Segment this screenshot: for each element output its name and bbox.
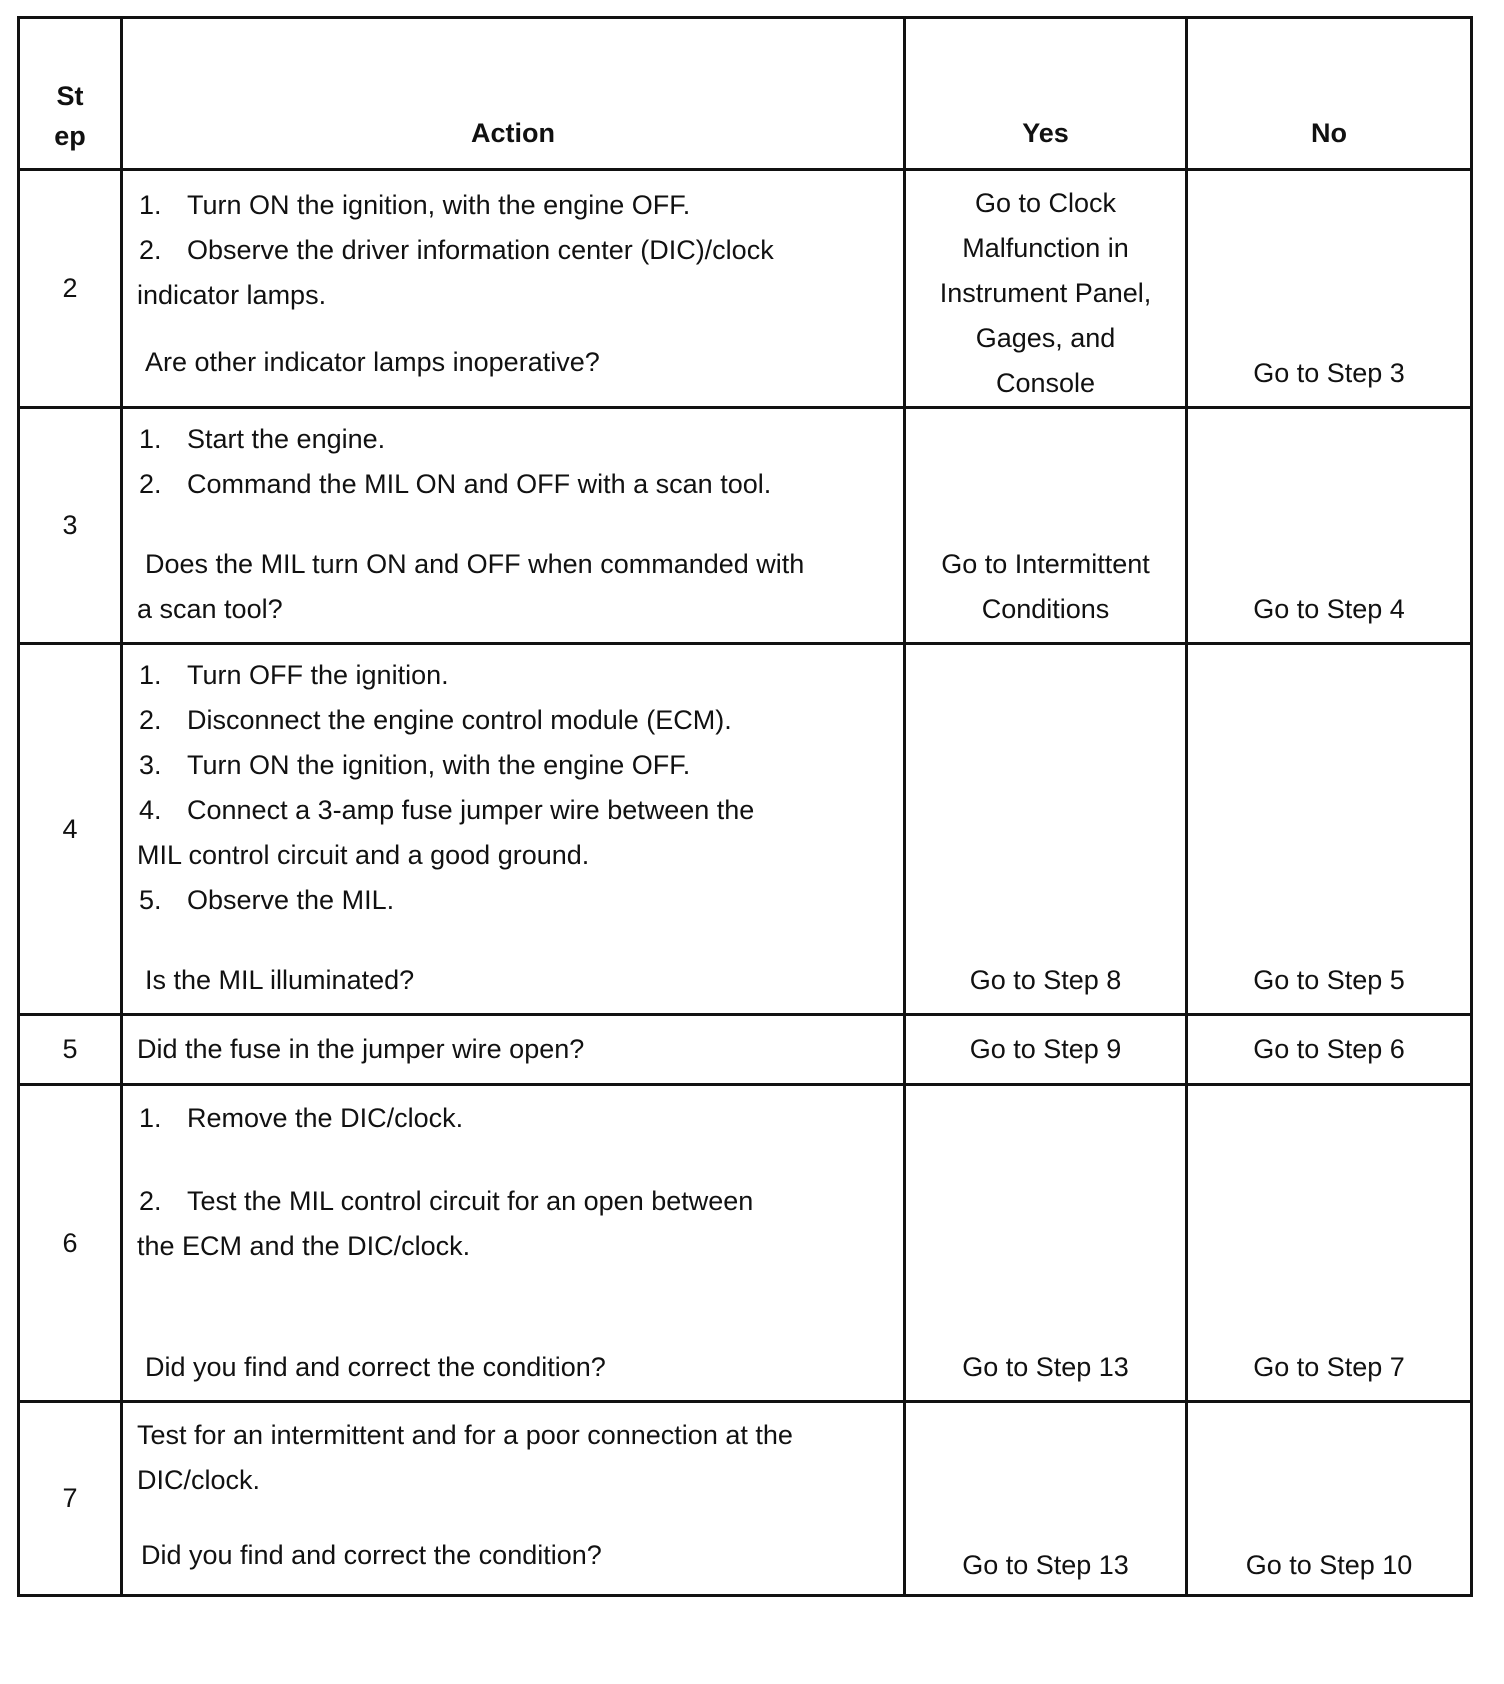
step-number: 5	[19, 1015, 122, 1085]
instruction: 2. Observe the driver information center (DIC)/clock	[139, 235, 774, 265]
no-header	[1187, 18, 1472, 170]
yes-result: Go to Step 9	[969, 1034, 1122, 1064]
step-header-line2: ep	[54, 121, 86, 151]
yes-line: Gages, and	[975, 323, 1116, 353]
question-continued: a scan tool?	[137, 594, 283, 624]
yes-line: Console	[995, 368, 1096, 398]
table-row	[19, 408, 1472, 644]
step-header-line1: St	[56, 81, 84, 111]
yes-cell	[905, 1015, 1187, 1085]
yes-line: Malfunction in	[962, 233, 1129, 263]
instruction-continued: DIC/clock.	[137, 1465, 261, 1495]
no-result: Go to Step 5	[1253, 965, 1405, 995]
action-cell	[122, 170, 905, 408]
yes-line: Conditions	[981, 594, 1110, 624]
instruction: 1. Turn ON the ignition, with the engine OFF.	[139, 190, 691, 220]
instruction: 1. Remove the DIC/clock.	[139, 1103, 464, 1133]
instruction: 3. Turn ON the ignition, with the engine OFF.	[139, 750, 691, 780]
yes-line: Go to Clock	[974, 188, 1117, 218]
yes-result: Go to Step 8	[969, 965, 1122, 995]
question: Is the MIL illuminated?	[145, 965, 415, 995]
question: Did you find and correct the condition?	[141, 1540, 602, 1570]
question: Are other indicator lamps inoperative?	[145, 347, 600, 377]
action-header	[122, 18, 905, 170]
yes-cell	[905, 1085, 1187, 1402]
instruction: Test for an intermittent and for a poor connection at the	[137, 1420, 793, 1450]
yes-cell	[905, 408, 1187, 644]
no-cell	[1187, 170, 1472, 408]
action-cell	[122, 1015, 905, 1085]
table-row	[19, 1085, 1472, 1402]
instruction: 2. Disconnect the engine control module (ECM).	[139, 705, 732, 735]
instruction: 1. Turn OFF the ignition.	[139, 660, 449, 690]
instruction: 1. Start the engine.	[139, 424, 386, 454]
diagnostic-table	[17, 16, 1473, 1597]
instruction: 2. Command the MIL ON and OFF with a scan tool.	[139, 469, 772, 499]
step-number: 3	[19, 408, 122, 644]
yes-header	[905, 18, 1187, 170]
yes-header-label: Yes	[1022, 118, 1069, 148]
no-result: Go to Step 4	[1253, 594, 1405, 624]
action-cell	[122, 408, 905, 644]
yes-result: Go to Step 13	[962, 1352, 1129, 1382]
action-cell	[122, 1085, 905, 1402]
yes-cell	[905, 1402, 1187, 1596]
table-row	[19, 170, 1472, 408]
question: Does the MIL turn ON and OFF when commanded with	[145, 549, 805, 579]
step-header	[19, 18, 122, 170]
no-cell	[1187, 1085, 1472, 1402]
instruction-continued: indicator lamps.	[137, 280, 327, 310]
table-row	[19, 644, 1472, 1015]
yes-cell	[905, 170, 1187, 408]
step-number: 2	[19, 170, 122, 408]
no-result: Go to Step 10	[1245, 1550, 1413, 1580]
no-header-label: No	[1311, 118, 1347, 148]
action-cell	[122, 644, 905, 1015]
instruction: 2. Test the MIL control circuit for an open between	[139, 1186, 754, 1216]
instruction: 5. Observe the MIL.	[139, 885, 395, 915]
instruction: 4. Connect a 3-amp fuse jumper wire between the	[139, 795, 755, 825]
header-row	[19, 18, 1472, 170]
yes-cell	[905, 644, 1187, 1015]
table-row	[19, 1402, 1472, 1596]
no-cell	[1187, 644, 1472, 1015]
instruction-continued: the ECM and the DIC/clock.	[137, 1231, 471, 1261]
step-number: 7	[19, 1402, 122, 1596]
question: Did you find and correct the condition?	[145, 1352, 606, 1382]
step-number: 6	[19, 1085, 122, 1402]
instruction-continued: MIL control circuit and a good ground.	[137, 840, 590, 870]
action-header-label: Action	[471, 118, 555, 148]
question: Did the fuse in the jumper wire open?	[137, 1034, 585, 1064]
action-cell	[122, 1402, 905, 1596]
yes-result: Go to Step 13	[962, 1550, 1129, 1580]
no-result: Go to Step 6	[1253, 1034, 1405, 1064]
no-cell	[1187, 1015, 1472, 1085]
no-result: Go to Step 7	[1253, 1352, 1405, 1382]
no-result: Go to Step 3	[1253, 358, 1405, 388]
no-cell	[1187, 1402, 1472, 1596]
table-row	[19, 1015, 1472, 1085]
yes-line: Go to Intermittent	[941, 549, 1150, 579]
step-number: 4	[19, 644, 122, 1015]
yes-line: Instrument Panel,	[939, 278, 1152, 308]
no-cell	[1187, 408, 1472, 644]
